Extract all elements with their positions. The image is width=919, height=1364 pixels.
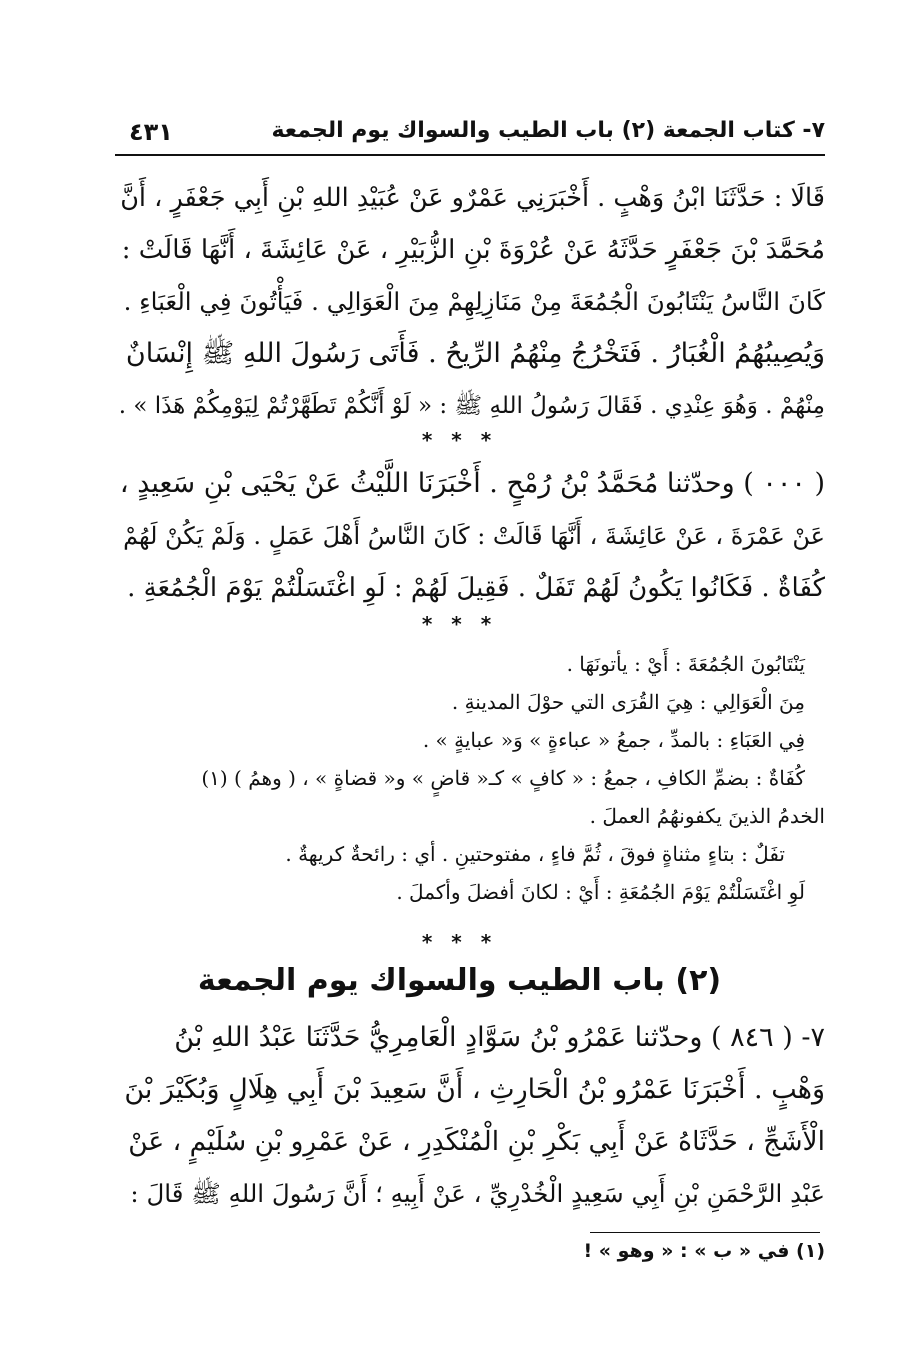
note-line: لَوِ اغْتَسَلْتُمْ يَوْمَ الجُمُعَةِ : أَيْ : لكانَ أفضلَ وأكملَ . <box>396 880 805 904</box>
text-line: ٧- ( ٨٤٦ ) وحدّثنا عَمْرُو بْنُ سَوَّادٍ الْعَامِرِيُّ حَدَّثَنَا عَبْدُ اللهِ بْنُ <box>174 1022 825 1053</box>
text-line: مِنْهُمْ . وَهُوَ عِنْدِي . فَقَالَ رَسُولُ اللهِ ﷺ : « لَوْ أَنَّكُمْ تَطَهَّرْتُمْ لِيَوْمِكُمْ هَذَا » . <box>118 393 825 419</box>
page-number: ٤٣١ <box>129 118 173 146</box>
hadith-846 <box>115 1012 825 1220</box>
text-line: وَهْبٍ . أَخْبَرَنَا عَمْرُو بْنُ الْحَارِثِ ، أَنَّ سَعِيدَ بْنَ أَبِي هِلَالٍ وَبُكَيْرَ بْنَ <box>124 1074 825 1105</box>
text-line: مُحَمَّدَ بْنَ جَعْفَرٍ حَدَّثَهُ عَنْ عُرْوَةَ بْنِ الزُّبَيْرِ ، عَنْ عَائِشَةَ ، أَنَّهَا قَالَتْ : <box>121 235 825 265</box>
hadith-continuation <box>115 172 825 432</box>
note-line: يَنْتَابُونَ الجُمُعَةَ : أَيْ : يأتونَهَا . <box>566 652 805 676</box>
text-line: قَالَا : حَدَّثَنَا ابْنُ وَهْبٍ . أَخْبَرَنِي عَمْرٌو عَنْ عُبَيْدِ اللهِ بْنِ أَبِي جَعْفَرٍ ، أَنَّ <box>120 183 825 213</box>
text-line: وَيُصِيبُهُمُ الْغُبَارُ . فَتَخْرُجُ مِنْهُمُ الرِّيحُ . فَأَتَى رَسُولَ اللهِ ﷺ إِنْسَانٌ <box>125 338 825 369</box>
text-line: كَانَ النَّاسُ يَنْتَابُونَ الْجُمُعَةَ مِنْ مَنَازِلِهِمْ مِنَ الْعَوَالِي . فَيَأْتُونَ فِي الْعَبَاءِ . <box>123 287 825 316</box>
running-header <box>115 112 825 156</box>
separator-stars: * * * <box>421 428 498 452</box>
commentary-notes <box>115 645 825 911</box>
hadith-second-chain <box>115 458 825 614</box>
note-line: تفَلٌ : بتاءٍ مثناةٍ فوقَ ، ثُمَّ فاءٍ ، مفتوحتينِ . أي : رائحةٌ كريهةٌ . <box>285 842 785 866</box>
chapter-heading: (٢) باب الطيب والسواك يوم الجمعة <box>197 963 722 998</box>
footnote: (١) في « ب » : « وهو » ! <box>583 1240 825 1262</box>
footnote-rule <box>590 1232 820 1233</box>
note-line: الخدمُ الذينَ يكفونهُمُ العملَ . <box>589 804 825 828</box>
note-line: مِنَ الْعَوَالِي : هِيَ القُرَى التي حوْلَ المدينةِ . <box>451 690 805 714</box>
note-line: فِي العَبَاءِ : بالمدِّ ، جمعُ « عباءةٍ » وَ« عبايةٍ » . <box>422 728 805 752</box>
text-line: عَبْدِ الرَّحْمَنِ بْنِ أَبِي سَعِيدٍ الْخُدْرِيِّ ، عَنْ أَبِيهِ ؛ أَنَّ رَسُولَ اللهِ ﷺ قَالَ : <box>130 1179 825 1208</box>
note-line: كُفَاةٌ : بضمِّ الكافِ ، جمعُ : « كافٍ » كـ« قاضٍ » و« قضاةٍ » ، ( وهمُ ) (١) <box>201 766 805 790</box>
separator-stars: * * * <box>421 612 498 636</box>
text-line: الْأَشَجِّ ، حَدَّثَاهُ عَنْ أَبِي بَكْرِ بْنِ الْمُنْكَدِرِ ، عَنْ عَمْرِو بْنِ سُلَيْمٍ ، عَنْ <box>128 1126 825 1157</box>
text-line: كُفَاةٌ . فَكَانُوا يَكُونُ لَهُمْ تَفَلٌ . فَقِيلَ لَهُمْ : لَوِ اغْتَسَلْتُمْ يَوْمَ الْجُمُعَةِ . <box>127 573 825 603</box>
text-line: عَنْ عَمْرَةَ ، عَنْ عَائِشَةَ ، أَنَّهَا قَالَتْ : كَانَ النَّاسُ أَهْلَ عَمَلٍ . وَلَمْ يَكُنْ لَهُمْ <box>123 522 825 550</box>
separator-stars: * * * <box>421 930 498 954</box>
text-line: ( ٠٠٠ ) وحدّثنا مُحَمَّدُ بْنُ رُمْحٍ . أَخْبَرَنَا اللَّيْثُ عَنْ يَحْيَى بْنِ سَعِيدٍ ، <box>119 468 825 499</box>
header-title: ٧- كتاب الجمعة (٢) باب الطيب والسواك يوم الجمعة <box>271 118 825 143</box>
